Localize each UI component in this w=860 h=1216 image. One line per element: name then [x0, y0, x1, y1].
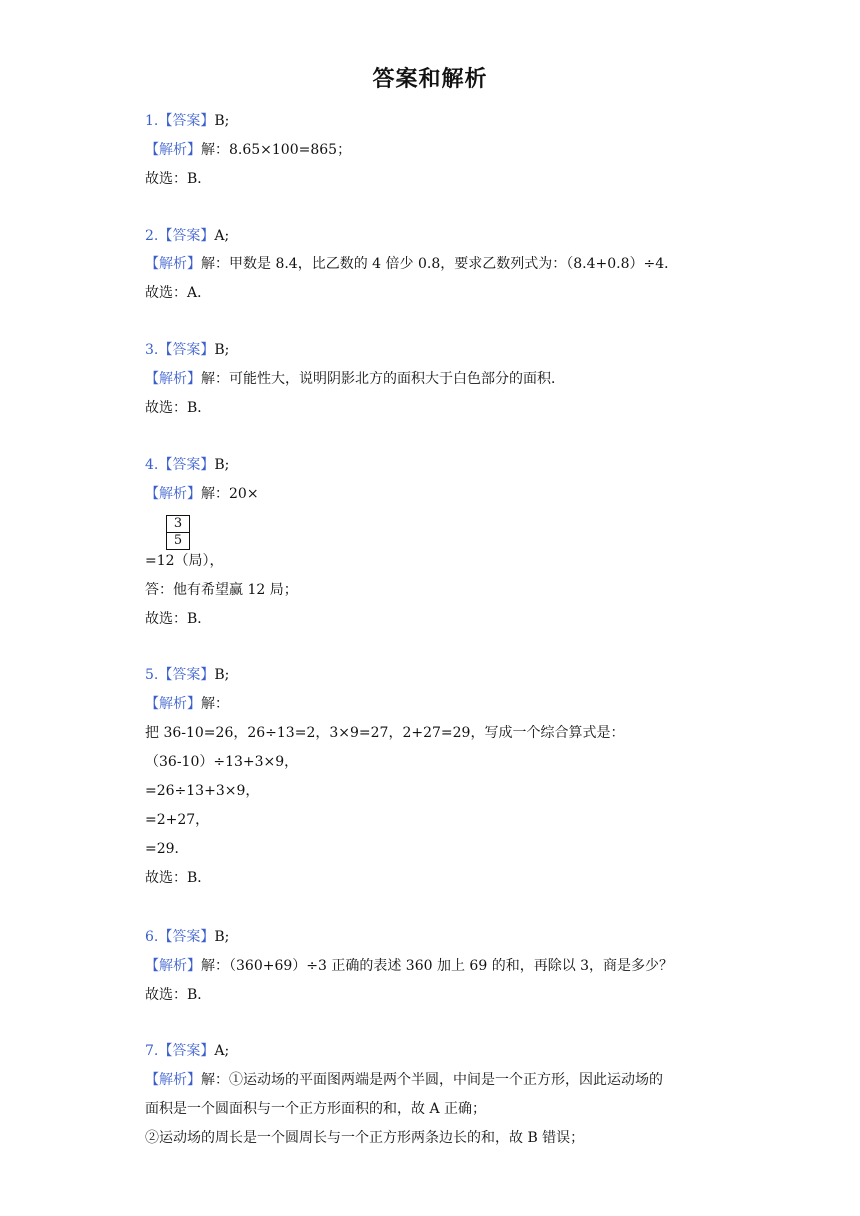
q2-answer-line — [145, 226, 229, 246]
q2-answer: A; — [214, 228, 230, 244]
q4-fraction — [166, 515, 190, 550]
q5-analysis: 解： — [201, 696, 229, 712]
q5-answer-tag: 【答案】 — [158, 667, 215, 683]
q3-answer-line — [145, 340, 229, 360]
q6-analysis: 解：（360+69）÷3 正确的表述 360 加上 69 的和，再除以 3，商是多少？ — [201, 958, 674, 974]
q7-answer: A; — [214, 1043, 230, 1059]
q1-analysis-tag: 【解析】 — [145, 142, 201, 158]
q2-number: 2. — [145, 228, 159, 244]
q5-number: 5. — [145, 667, 159, 683]
q7-continuation-1: 面积是一个圆面积与一个正方形面积的和，故 A 正确； — [145, 1101, 487, 1117]
q7-continuation-2: ②运动场的周长是一个圆周长与一个正方形两条边长的和，故 B 错误； — [145, 1130, 585, 1146]
q6-analysis-line — [145, 956, 673, 976]
q4-answer: B; — [214, 457, 230, 473]
q6-choice: 故选：B． — [145, 987, 212, 1003]
page-title: 答案和解析 — [372, 67, 488, 92]
q1-answer: B; — [214, 113, 230, 129]
q5-step-2: （36-10）÷13+3×9， — [145, 754, 299, 770]
q4-result-line: =12（局）， — [145, 553, 224, 569]
q1-number: 1. — [145, 113, 159, 129]
q2-choice: 故选：A． — [145, 285, 212, 301]
q7-answer-line — [145, 1041, 229, 1061]
fraction-numerator: 3 — [166, 515, 190, 533]
q7-analysis-line — [145, 1070, 663, 1090]
q2-analysis-line — [145, 254, 678, 274]
q3-analysis-tag: 【解析】 — [145, 371, 201, 387]
q4-reply-line: 答：他有希望赢 12 局； — [145, 582, 298, 598]
q5-choice: 故选：B． — [145, 870, 212, 886]
q6-answer-line — [145, 927, 229, 947]
q1-analysis-line — [145, 140, 351, 160]
q7-analysis: 解：①运动场的平面图两端是两个半圆，中间是一个正方形，因此运动场的 — [201, 1072, 663, 1088]
q4-analysis-tag: 【解析】 — [145, 486, 201, 502]
q1-analysis: 解：8.65×100=865； — [201, 142, 352, 158]
q4-number: 4. — [145, 457, 159, 473]
q2-analysis: 解：甲数是 8.4，比乙数的 4 倍少 0.8，要求乙数列式为：（8.4+0.8）÷4． — [201, 256, 679, 272]
q4-answer-line — [145, 455, 229, 475]
q6-number: 6. — [145, 929, 159, 945]
q7-answer-tag: 【答案】 — [158, 1043, 215, 1059]
q6-answer: B; — [214, 929, 230, 945]
q3-analysis-line — [145, 369, 565, 389]
q5-answer-line — [145, 665, 229, 685]
q2-analysis-tag: 【解析】 — [145, 256, 201, 272]
q1-choice: 故选：B． — [145, 171, 212, 187]
q5-step-5: =29． — [145, 841, 189, 857]
q4-answer-tag: 【答案】 — [158, 457, 215, 473]
q5-analysis-tag: 【解析】 — [145, 696, 201, 712]
q4-choice: 故选：B． — [145, 611, 212, 627]
q3-answer: B; — [214, 342, 230, 358]
q4-analysis: 解：20× — [201, 486, 259, 502]
q7-analysis-tag: 【解析】 — [145, 1072, 201, 1088]
q5-analysis-line — [145, 694, 229, 714]
q5-step-4: =2+27， — [145, 812, 210, 828]
q7-number: 7. — [145, 1043, 159, 1059]
q5-answer: B; — [214, 667, 230, 683]
q1-answer-tag: 【答案】 — [158, 113, 215, 129]
q3-number: 3. — [145, 342, 159, 358]
q5-step-1: 把 36-10=26，26÷13=2，3×9=27，2+27=29，写成一个综合算式是： — [145, 725, 625, 741]
q4-analysis-line — [145, 484, 259, 504]
q6-analysis-tag: 【解析】 — [145, 958, 201, 974]
q2-answer-tag: 【答案】 — [158, 228, 215, 244]
q6-answer-tag: 【答案】 — [158, 929, 215, 945]
q3-analysis: 解：可能性大，说明阴影北方的面积大于白色部分的面积． — [201, 371, 565, 387]
q3-choice: 故选：B． — [145, 400, 212, 416]
fraction-denominator: 5 — [166, 533, 190, 550]
q1-answer-line — [145, 111, 229, 131]
q3-answer-tag: 【答案】 — [158, 342, 215, 358]
q5-step-3: =26÷13+3×9， — [145, 783, 260, 799]
